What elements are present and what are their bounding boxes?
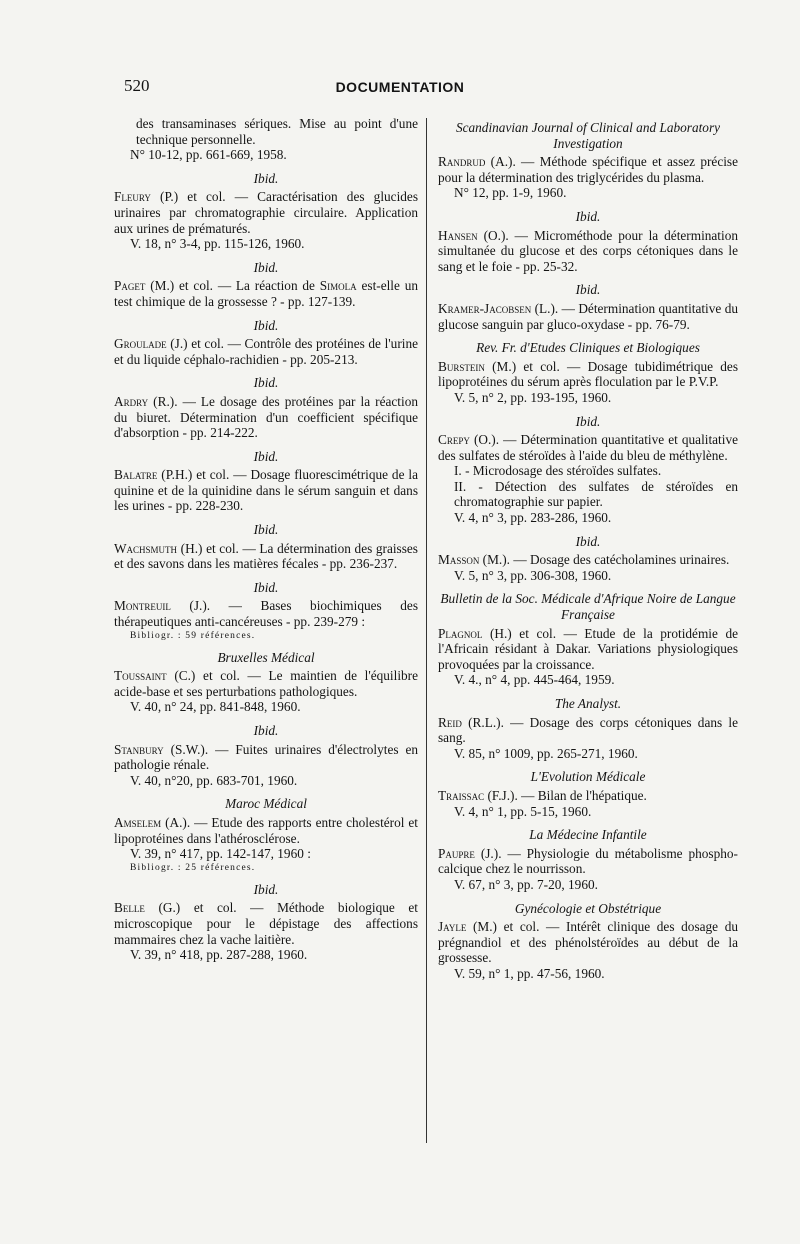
right-column <box>438 116 738 989</box>
entry-text: (P.) et col. — Caractérisation des glucides urinaires par chromatographie circulaire. Application aux urines de prématurés. <box>114 189 418 236</box>
journal-heading: Rev. Fr. d'Etudes Cliniques et Biologiques <box>476 340 700 356</box>
entry-text: (F.J.). — Bilan de l'hépatique. <box>484 787 647 803</box>
entry-text: (A.). — Méthode spécifique et assez précise pour la détermination des triglycérides du plasma. <box>438 154 738 185</box>
ibid-heading: Ibid. <box>253 448 279 464</box>
ibid-heading: Ibid. <box>253 375 279 391</box>
entry-reference: N° 12, pp. 1-9, 1960. <box>454 185 567 201</box>
entry-text: est-elle un test chimique de la grossesse ? - pp. 127-139. <box>114 278 419 309</box>
author-name: Plagnol <box>438 625 483 641</box>
bibliography-entry <box>438 228 738 275</box>
ibid-heading: Ibid. <box>253 881 279 897</box>
bibliography-entry <box>114 336 418 367</box>
column-rule <box>426 118 427 1143</box>
author-name: Amselem <box>114 814 162 830</box>
author-name: Toussaint <box>114 668 167 684</box>
entry-text: (H.) et col. — Etude de la protidémie de l'Africain résidant à Dakar. Variations physiologiques provoquées par la croissance. <box>438 625 738 672</box>
ibid-heading: Ibid. <box>575 533 601 549</box>
author-name: Montreuil <box>114 598 171 614</box>
author-name: Paupre <box>438 845 475 861</box>
bibliography-entry <box>114 394 418 441</box>
entry-text: (J.) et col. — Contrôle des protéines de l'urine et du liquide céphalo-rachidien - pp. 205-213. <box>114 336 418 367</box>
ibid-heading: Ibid. <box>575 208 601 224</box>
author-name: Randrud <box>438 154 486 170</box>
ibid-heading: Ibid. <box>253 170 279 186</box>
author-name: Jayle <box>438 919 467 935</box>
entry-reference: V. 59, n° 1, pp. 47-56, 1960. <box>454 965 605 981</box>
entry-subitem: II. - Détection des sulfates de stéroïdes en chromatographie sur papier. <box>454 478 738 510</box>
author-name: Crepy <box>438 432 470 448</box>
entry-text: (S.W.). — Fuites urinaires d'électrolytes en pathologie rénale. <box>114 741 418 773</box>
bibliography-note: Bibliogr. : 59 références. <box>130 630 256 641</box>
author-name: Ardry <box>114 393 149 409</box>
bibliography-entry <box>114 668 418 715</box>
entry-reference: V. 5, n° 2, pp. 193-195, 1960. <box>454 389 612 405</box>
journal-heading: La Médecine Infantile <box>529 827 647 843</box>
entry-reference: V. 40, n°20, pp. 683-701, 1960. <box>130 772 298 788</box>
author-name: Fleury <box>114 189 151 205</box>
entry-text: (P.H.) et col. — Dosage fluorescimétrique de la quinine et de la quinidine dans le sérum sanguin et dans les urines - pp. 228-230. <box>114 467 418 514</box>
entry-reference: V. 40, n° 24, pp. 841-848, 1960. <box>130 699 301 715</box>
entry-text: (M.) et col. — Dosage tubidimétrique des lipoprotéines du sérum après floculation par le P.V.P. <box>438 358 738 390</box>
ibid-heading: Ibid. <box>253 317 279 333</box>
bibliography-entry <box>114 742 418 789</box>
entry-text: (O.). — Détermination quantitative et qualitative des sulfates de stéroïdes à l'aide du bleu de méthylène. <box>438 432 738 463</box>
entry-text: (G.) et col. — Méthode biologique et microscopique pour le dépistage des affections mammaires chez la vache laitière. <box>114 900 418 947</box>
author-name: Masson <box>438 552 480 568</box>
bibliography-entry <box>114 541 418 572</box>
journal-heading: Maroc Médical <box>225 796 307 812</box>
author-name: Paget <box>114 278 146 294</box>
entry-reference: V. 5, n° 3, pp. 306-308, 1960. <box>454 567 612 583</box>
bibliography-entry <box>438 626 738 688</box>
bibliography-entry <box>438 788 738 819</box>
entry-reference: V. 18, n° 3-4, pp. 115-126, 1960. <box>130 236 305 252</box>
author-name: Burstein <box>438 358 485 374</box>
bibliography-entry <box>114 900 418 962</box>
author-name: Simola <box>319 278 357 294</box>
bibliography-entry <box>438 359 738 406</box>
entry-reference: V. 39, n° 418, pp. 287-288, 1960. <box>130 947 308 963</box>
entry-text: (C.) et col. — Le maintien de l'équilibre acide-base et ses perturbations pathologiques. <box>114 668 418 699</box>
ibid-heading: Ibid. <box>253 522 279 538</box>
author-name: Stanbury <box>114 741 164 757</box>
bibliography-note: Bibliogr. : 25 références. <box>130 862 256 873</box>
bibliography-entry <box>438 715 738 762</box>
entry-reference: V. 4, n° 3, pp. 283-286, 1960. <box>454 510 612 526</box>
entry-reference: V. 67, n° 3, pp. 7-20, 1960. <box>454 876 598 892</box>
ibid-heading: Ibid. <box>253 579 279 595</box>
entry-reference: V. 4, n° 1, pp. 5-15, 1960. <box>454 803 592 819</box>
entry-text: (R.). — Le dosage des protéines par la réaction du biuret. Détermination d'un coefficient spécifique d'absorption - pp. 214-222. <box>114 393 418 441</box>
bibliography-entry <box>114 116 418 163</box>
entry-reference: V. 4., n° 4, pp. 445-464, 1959. <box>454 672 615 688</box>
author-name: Reid <box>438 714 462 730</box>
bibliography-entry <box>438 301 738 332</box>
journal-heading: L'Evolution Médicale <box>530 769 646 785</box>
entry-text: (H.) et col. — La détermination des graisses et des savons dans les matières fécales - pp. 236-237. <box>114 540 418 572</box>
entry-text: (O.). — Microméthode pour la détermination simultanée du glucose et des corps cétoniques dans le sang et le foie - pp. 25-32. <box>438 227 738 274</box>
author-name: Hansen <box>438 227 478 243</box>
bibliography-entry <box>438 154 738 201</box>
bibliography-entry <box>114 815 418 874</box>
entry-text: (A.). — Etude des rapports entre cholestérol et lipoprotéines dans l'athérosclérose. <box>114 814 418 846</box>
left-column <box>114 116 418 970</box>
journal-heading: Scandinavian Journal of Clinical and Laboratory Investigation <box>455 120 721 151</box>
journal-heading: Gynécologie et Obstétrique <box>514 900 662 916</box>
bibliography-entry <box>438 432 738 526</box>
author-name: Belle <box>114 900 145 916</box>
journal-heading: Bulletin de la Soc. Médicale d'Afrique Noire de Langue Française <box>440 591 736 623</box>
ibid-heading: Ibid. <box>575 413 601 429</box>
entry-text: des transaminases sériques. Mise au point d'une technique personnelle. <box>136 116 418 147</box>
ibid-heading: Ibid. <box>575 282 601 298</box>
entry-reference: V. 39, n° 417, pp. 142-147, 1960 : <box>130 846 311 862</box>
author-name: Groulade <box>114 336 167 352</box>
entry-reference: V. 85, n° 1009, pp. 265-271, 1960. <box>454 745 638 761</box>
bibliography-entry <box>438 552 738 583</box>
entry-text: (R.L.). — Dosage des corps cétoniques dans le sang. <box>438 714 738 746</box>
entry-text: (M.). — Dosage des catécholamines urinaires. <box>479 552 730 568</box>
entry-subitem: I. - Microdosage des stéroïdes sulfates. <box>454 463 662 479</box>
author-name: Traissac <box>438 787 485 803</box>
bibliography-entry <box>114 189 418 251</box>
bibliography-entry <box>114 598 418 641</box>
entry-text: (M.) et col. — Intérêt clinique des dosage du prégnandiol et des phénolstéroïdes au début de la grossesse. <box>438 919 738 966</box>
author-name: Wachsmuth <box>114 540 178 556</box>
author-name: Balatre <box>114 467 158 483</box>
bibliography-entry <box>114 467 418 514</box>
bibliography-entry <box>438 846 738 893</box>
page-number: 520 <box>124 76 150 95</box>
journal-heading: The Analyst. <box>554 696 622 711</box>
ibid-heading: Ibid. <box>253 723 279 738</box>
entry-text: (J.). — Bases biochimiques des thérapeutiques anti-cancéreuses - pp. 239-279 : <box>114 598 418 630</box>
entry-text: (L.). — Détermination quantitative du glucose sanguin par gluco-oxydase - pp. 76-79. <box>438 300 738 332</box>
entry-text: (J.). — Physiologie du métabolisme phospho-calcique chez le nourrisson. <box>438 845 738 877</box>
journal-heading: Bruxelles Médical <box>217 649 315 665</box>
running-head: DOCUMENTATION <box>335 79 465 95</box>
bibliography-entry <box>114 278 418 309</box>
ibid-heading: Ibid. <box>253 259 279 275</box>
entry-reference: N° 10-12, pp. 661-669, 1958. <box>130 147 287 163</box>
entry-text: (M.) et col. — La réaction de <box>145 278 320 294</box>
bibliography-entry <box>438 919 738 981</box>
author-name: Kramer-Jacobsen <box>438 300 532 316</box>
